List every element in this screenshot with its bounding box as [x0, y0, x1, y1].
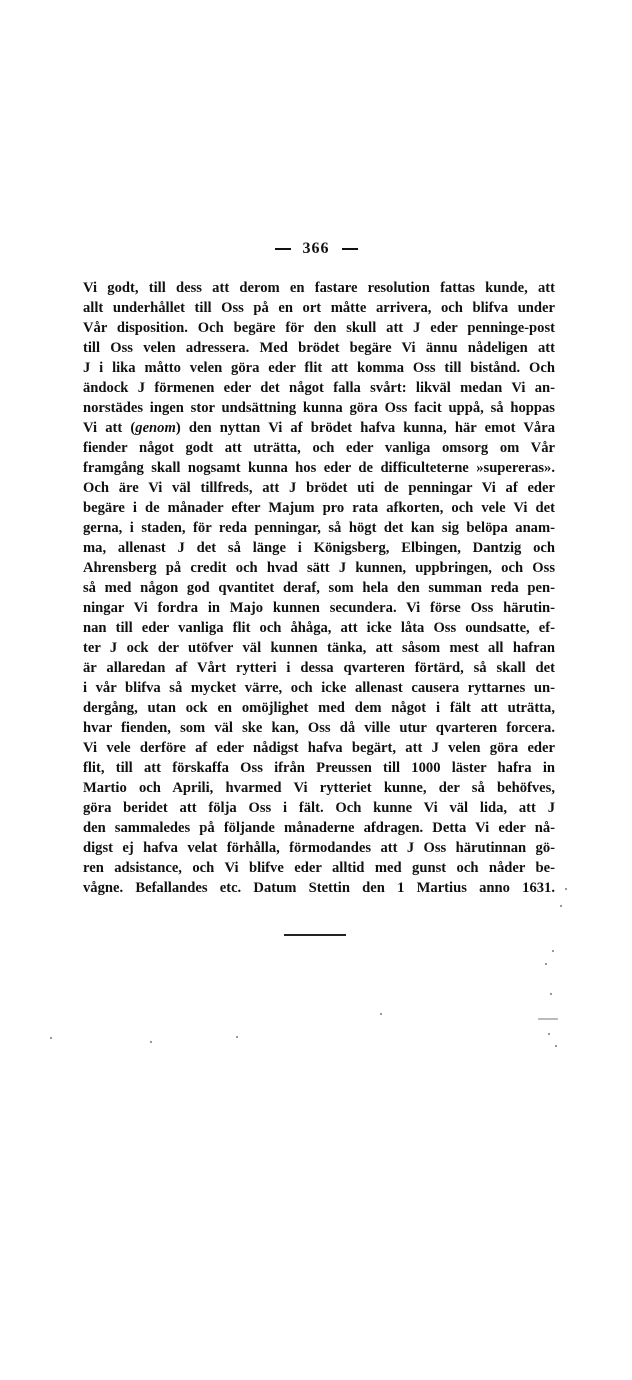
bleed-through-mark	[50, 1037, 52, 1039]
text-line: Martio och Aprili, hvarmed Vi rytteriet kunne, der så behöfves,	[83, 780, 555, 796]
text-line: flit, till att förskaffa Oss ifrån Preussen till 1000 läster hafra in	[83, 760, 555, 776]
text-line: fiender något godt att uträtta, och eder vanliga omsorg om Vår	[83, 440, 555, 456]
text-line: gerna, i staden, för reda penningar, så högt det kan sig belöpa anam-	[83, 520, 555, 536]
text-line: Vi godt, till dess att derom en fastare resolution fattas kunde, att	[83, 280, 555, 296]
text-line: begäre i de månader efter Majum pro rata afkorten, och vele Vi det	[83, 500, 555, 516]
text-line: J i lika måtto velen göra eder flit att komma Oss till bistånd. Och	[83, 360, 555, 376]
text-line: Vi vele derföre af eder nådigst hafva begärt, att J velen göra eder	[83, 740, 555, 756]
text-line: i vår blifva så mycket värre, och icke allenast causera ryttarnes un-	[83, 680, 555, 696]
bleed-through-mark	[550, 993, 552, 995]
bleed-through-mark	[552, 950, 554, 952]
text-line: framgång skall nogsamt kunna hos eder de difficulteterne »supereras».	[83, 460, 555, 476]
dash-right	[342, 248, 358, 250]
text-line: allt underhållet till Oss på en ort måtte arrivera, och blifva under	[83, 300, 555, 316]
text-line: ter J ock der utöfver väl kunnen tänka, att såsom mest all hafran	[83, 640, 555, 656]
text-line: Vår disposition. Och begäre för den skull att J eder penninge-post	[83, 320, 555, 336]
text-line: så med någon god qvantitet deraf, som hela den summan reda pen-	[83, 580, 555, 596]
text-line: digst ej hafva velat förhålla, förmodandes att J Oss härutinnan gö-	[83, 840, 555, 856]
page-number: 366	[302, 240, 330, 257]
text-line: är allaredan af Vårt rytteri i dessa qvarteren förtärd, så skall det	[83, 660, 555, 676]
bleed-through-mark	[150, 1041, 152, 1043]
text-line: den sammaledes på följande månaderne afdragen. Detta Vi eder nå-	[83, 820, 555, 836]
text-line: hvar fienden, som väl ske kan, Oss då ville utur qvarteren forcera.	[83, 720, 555, 736]
text-line: vågne. Befallandes etc. Datum Stettin den 1 Martius anno 1631.	[83, 880, 555, 896]
text-line: göra beridet att följa Oss i fält. Och kunne Vi väl lida, att J	[83, 800, 555, 816]
text-line: ren adsistance, och Vi blifve eder alltid med gunst och nåder be-	[83, 860, 555, 876]
bleed-through-mark	[560, 905, 562, 907]
text-line: ändock J förmenen eder det något falla svårt: likväl medan Vi an-	[83, 380, 555, 396]
text-line: nan till eder vanliga flit och åhåga, att icke låta Oss oundsatte, ef-	[83, 620, 555, 636]
bleed-through-mark	[236, 1036, 238, 1038]
letter-body-text	[83, 278, 555, 898]
bleed-through-mark	[545, 963, 547, 965]
text-line: Och äre Vi väl tillfreds, att J brödet uti de penningar Vi af eder	[83, 480, 555, 496]
text-line: Ahrensberg på credit och hvad sätt J kunnen, uppbringen, och Oss	[83, 560, 555, 576]
text-line: till Oss velen adressera. Med brödet begäre Vi ännu nådeligen att	[83, 340, 555, 356]
section-end-rule	[284, 934, 346, 936]
bleed-through-mark	[380, 1013, 382, 1015]
page-number-header	[0, 240, 632, 258]
text-line: ma, allenast J det så länge i Königsberg, Elbingen, Dantzig och	[83, 540, 555, 556]
text-line: norstädes ingen stor undsättning kunna göra Oss facit uppå, så hoppas	[83, 400, 555, 416]
bleed-through-mark	[548, 1033, 550, 1035]
bleed-through-mark	[538, 1018, 558, 1020]
bleed-through-mark	[565, 888, 567, 890]
text-line: dergång, utan ock en omöjlighet med dem något i fält att uträtta,	[83, 700, 555, 716]
text-line: Vi att (genom) den nyttan Vi af brödet hafva kunna, här emot Våra	[83, 420, 555, 436]
bleed-through-mark	[555, 1045, 557, 1047]
text-line: ningar Vi fordra in Majo kunnen secundera. Vi förse Oss härutin-	[83, 600, 555, 616]
dash-left	[275, 248, 291, 250]
